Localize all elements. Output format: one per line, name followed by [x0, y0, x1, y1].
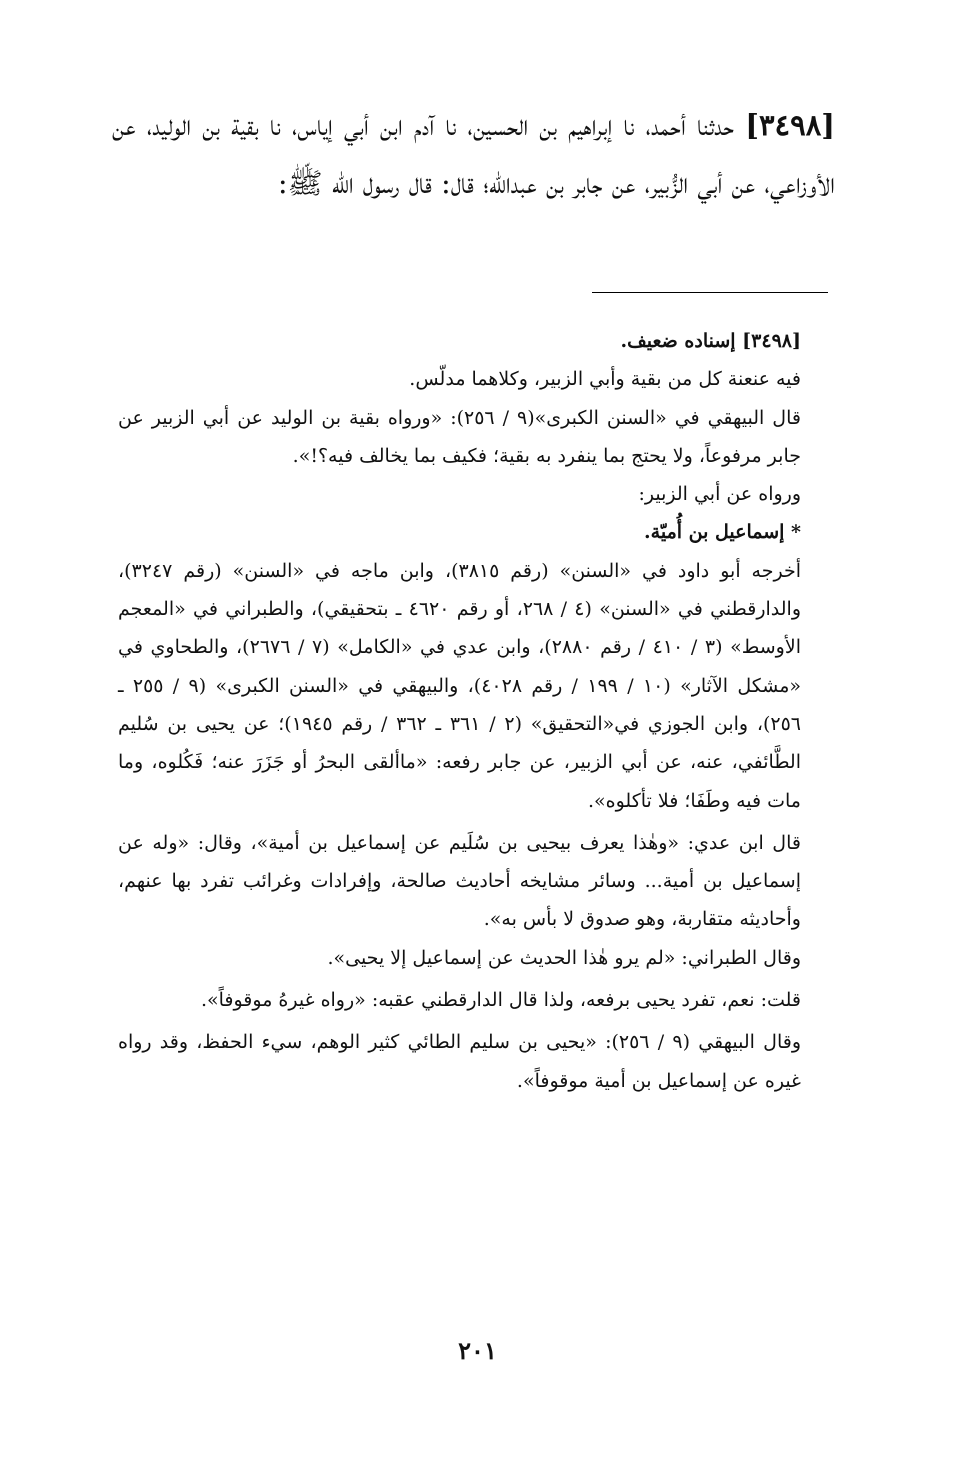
page-number: ٢٠١	[458, 1336, 497, 1365]
footnote-paragraph: وقال البيهقي (٩ / ٢٥٦): «يحيى بن سليم الطائي كثير الوهم، سيء الحفظ، وقد رواه غيره عن إسماعيل بن أمية موقوفاً».	[118, 1031, 801, 1092]
footnote-separator	[592, 292, 828, 293]
footnote-paragraph: أخرجه أبو داود في «السنن» (رقم ٣٨١٥)، وابن ماجه في «السنن» (رقم ٣٢٤٧)، والدارقطني في «السنن» (٤ / ٢٦٨، أو رقم ٤٦٢٠ ـ بتحقيقي)، والطبراني في «المعجم الأوسط» (٣ / ٤١٠ / رقم ٢٨٨٠)، وابن عدي في «الكامل» (٧ / ٢٦٧٦)، والطحاوي في «مشكل الآثار» (١٠ / ١٩٩ / رقم ٤٠٢٨)، والبيهقي في «السنن الكبرى» (٩ / ٢٥٥ ـ ٢٥٦)، وابن الجوزي في«التحقيق» (٢ / ٣٦١ ـ ٣٦٢ / رقم ١٩٤٥)؛ عن يحيى بن سُليم الطَّائفي، عنه، عن أبي الزبير، عن جابر رفعه: «ماألقى البحرُ أو جَزَرَ عنه؛ فَكُلوه، وما مات فيه وطَفَا؛ فلا تأكلوه».	[118, 559, 802, 812]
footnote-paragraph: فيه عنعنة كل من بقية وأبي الزبير، وكلاهما مدلّس.	[409, 368, 801, 391]
hadith-isnad: حدثنا أحمد، نا إبراهيم بن الحسين، نا آدم ابن أبي إياس، نا بقية بن الوليد، عن الأوزاعي، عن أبي الزُّبير، عن جابر بن عبدالله؛ قال: قال رسول الله ﷺ:	[112, 108, 835, 200]
hadith-text	[112, 96, 835, 212]
footnote-paragraph: قال ابن عدي: «وهٰذا يعرف بيحيى بن سُلَيم عن إسماعيل بن أمية»، وقال: «وله عن إسماعيل بن أمية... وسائر مشايخه أحاديث صالحة، وإفرادات وغرائب تفرد بها عنهم، وأحاديثه متقاربة، وهو صدوق لا بأس به».	[118, 831, 801, 931]
footnote-paragraph: قلت: نعم، تفرد يحيى برفعه، ولذا قال الدارقطني عقبه: «رواه غيرهُ موقوفاً».	[200, 989, 801, 1012]
footnote-narrator: * إسماعيل بن أُميّة.	[644, 521, 801, 544]
footnote-paragraph: ورواه عن أبي الزبير:	[638, 483, 801, 506]
hadith-paragraph	[112, 96, 835, 212]
footnote-paragraph: وقال الطبراني: «لم يرو هٰذا الحديث عن إسماعيل إلا يحيى».	[327, 946, 801, 969]
footnote-grade: [٣٤٩٨] إسناده ضعيف.	[620, 330, 801, 352]
footnotes	[118, 322, 835, 1100]
footnote-paragraph: قال البيهقي في «السنن الكبرى»(٩ / ٢٥٦): «ورواه بقية بن الوليد عن أبي الزبير عن جابر مرفوعاً، ولا يحتج بما ينفرد به بقية؛ فكيف بما يخالف فيه؟!».	[118, 406, 801, 467]
hadith-number: [٣٤٩٨]	[745, 108, 836, 142]
